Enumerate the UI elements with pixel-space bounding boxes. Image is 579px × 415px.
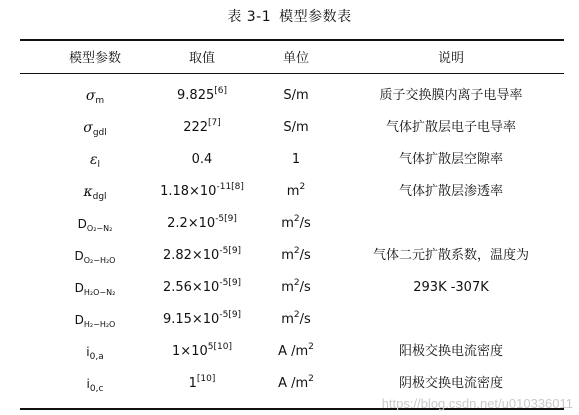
symbol-subscript: H₂−H₂O xyxy=(83,320,116,329)
param-unit xyxy=(252,240,340,272)
table-row xyxy=(20,176,564,208)
symbol-subscript: 0,c xyxy=(89,384,104,394)
table-row xyxy=(20,272,564,304)
value-main: 1 xyxy=(188,376,197,391)
table-row xyxy=(20,144,564,176)
param-description: 气体扩散层电子电导率 xyxy=(385,120,516,135)
symbol-main: D xyxy=(74,313,84,327)
symbol-subscript: dgl xyxy=(92,192,107,202)
param-unit xyxy=(252,144,340,176)
unit-tail: /s xyxy=(299,280,311,295)
symbol-subscript: l xyxy=(97,160,101,170)
top-rule xyxy=(20,39,564,41)
param-description: 质子交换膜内离子电导率 xyxy=(379,88,523,103)
unit-superscript: 2 xyxy=(293,278,300,288)
param-description: 气体扩散层渗透率 xyxy=(398,184,503,199)
value-main: 9.15×10 xyxy=(162,312,220,327)
value-main: 2.82×10 xyxy=(162,248,220,263)
header-rule xyxy=(20,73,564,74)
symbol-main: i xyxy=(86,345,90,359)
header-param: 模型参数 xyxy=(68,51,121,66)
value-superscript: -11[8] xyxy=(216,182,244,192)
header-desc: 说明 xyxy=(437,51,464,66)
table-row xyxy=(20,240,564,272)
value-superscript: [6] xyxy=(214,86,227,96)
table-row xyxy=(20,80,564,112)
unit-main: A /m xyxy=(278,376,309,391)
unit-main: m xyxy=(281,280,294,295)
header-value: 取值 xyxy=(188,51,215,66)
unit-superscript: 2 xyxy=(308,374,314,384)
unit-main: S/m xyxy=(283,88,309,103)
unit-main: S/m xyxy=(283,120,309,135)
unit-main: A /m xyxy=(278,344,309,359)
symbol-subscript: O₂−H₂O xyxy=(83,256,116,265)
param-description xyxy=(338,208,564,240)
table-row xyxy=(20,304,564,336)
unit-main: 1 xyxy=(291,152,301,167)
value-main: 222 xyxy=(183,120,209,135)
symbol-subscript: O₂−N₂ xyxy=(86,224,113,233)
value-superscript: -5[9] xyxy=(219,278,242,288)
unit-main: m xyxy=(281,248,294,263)
symbol-main: ε xyxy=(89,152,98,168)
value-superscript: -5[9] xyxy=(215,214,237,224)
unit-superscript: 2 xyxy=(308,342,314,352)
param-description: 阴极交换电流密度 xyxy=(398,376,503,391)
param-unit xyxy=(252,336,340,368)
watermark: https://blog.csdn.net/u010336011 xyxy=(381,396,573,411)
unit-main: m xyxy=(286,184,300,199)
value-main: 1.18×10 xyxy=(160,184,217,199)
header-unit: 单位 xyxy=(282,51,309,66)
param-unit xyxy=(252,112,340,144)
unit-tail: /s xyxy=(299,216,311,231)
unit-main: m xyxy=(281,216,294,231)
unit-superscript: 2 xyxy=(293,310,300,320)
param-unit xyxy=(252,368,340,400)
param-description xyxy=(338,304,564,336)
symbol-main: i xyxy=(86,377,90,391)
param-unit xyxy=(252,208,340,240)
param-unit xyxy=(252,272,340,304)
value-superscript: [10] xyxy=(196,374,216,384)
param-unit xyxy=(252,304,340,336)
value-main: 0.4 xyxy=(191,152,213,167)
symbol-main: κ xyxy=(83,184,93,200)
symbol-subscript: m xyxy=(95,96,105,106)
param-description: 气体扩散层空隙率 xyxy=(398,152,503,167)
table-row xyxy=(20,208,564,240)
symbol-main: D xyxy=(74,249,84,263)
caption-number: 表 3-1 xyxy=(227,9,272,25)
table-row xyxy=(20,336,564,368)
unit-tail: /s xyxy=(299,248,311,263)
unit-superscript: 2 xyxy=(299,182,306,192)
value-superscript: -5[9] xyxy=(219,246,242,256)
value-main: 9.825 xyxy=(177,88,215,103)
symbol-main: D xyxy=(74,281,84,295)
symbol-main: σ xyxy=(85,88,96,104)
caption-title: 模型参数表 xyxy=(279,9,352,25)
param-description: 293K -307K xyxy=(413,280,489,295)
param-unit xyxy=(252,176,340,208)
table-caption xyxy=(0,6,579,26)
symbol-subscript: H₂O−N₂ xyxy=(83,288,116,297)
value-main: 2.56×10 xyxy=(162,280,220,295)
unit-tail: /s xyxy=(299,312,311,327)
value-main: 1×10 xyxy=(172,344,208,359)
param-description: 气体二元扩散系数，温度为 xyxy=(372,248,529,263)
param-description: 阳极交换电流密度 xyxy=(398,344,503,359)
unit-superscript: 2 xyxy=(293,246,300,256)
value-superscript: [7] xyxy=(208,118,221,128)
param-unit xyxy=(252,80,340,112)
value-superscript: 5[10] xyxy=(207,342,232,352)
symbol-subscript: 0,a xyxy=(89,352,104,362)
table-header xyxy=(20,45,564,73)
value-superscript: -5[9] xyxy=(219,310,242,320)
unit-main: m xyxy=(281,312,294,327)
table-row xyxy=(20,112,564,144)
symbol-subscript: gdl xyxy=(92,128,107,138)
symbol-main: D xyxy=(77,217,87,231)
unit-superscript: 2 xyxy=(293,214,300,224)
value-main: 2.2×10 xyxy=(167,216,216,231)
symbol-main: σ xyxy=(83,120,93,136)
